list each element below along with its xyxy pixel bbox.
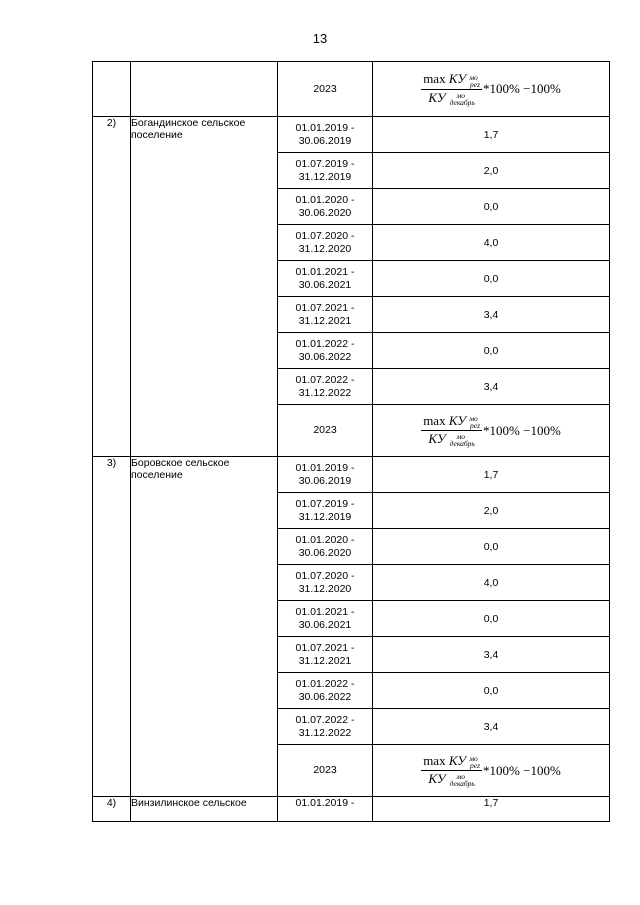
- value-cell: 1,7: [373, 457, 610, 493]
- formula-denominator: [426, 771, 476, 787]
- formula-sup: мо: [456, 432, 465, 442]
- table-row: [93, 797, 610, 822]
- formula-sub: pez: [470, 421, 481, 430]
- formula-cell: [373, 405, 610, 457]
- settlement-name: Винзилинское сельское: [131, 797, 278, 822]
- formula-sub: декабрь: [449, 97, 475, 107]
- formula-tail: *100% −100%: [483, 422, 561, 438]
- value-cell: 0,0: [373, 529, 610, 565]
- formula-ku: КУ: [428, 771, 446, 786]
- formula-sup: мо: [469, 72, 478, 82]
- value-cell: 1,7: [373, 797, 610, 822]
- formula-fraction: [421, 72, 482, 105]
- value-cell: 2,0: [373, 153, 610, 189]
- period-cell: 01.01.2021 - 30.06.2021: [278, 601, 373, 637]
- formula-sub: pez: [470, 761, 481, 770]
- value-cell: 0,0: [373, 333, 610, 369]
- settlement-name: Богандинское сельское поселение: [131, 117, 278, 457]
- formula-cell: [373, 745, 610, 797]
- formula-max: max: [423, 412, 446, 428]
- formula-sup: мо: [456, 772, 465, 782]
- formula-tail: *100% −100%: [483, 81, 561, 96]
- formula-fraction: [421, 414, 482, 447]
- section-number: 2): [93, 117, 131, 457]
- formula-denominator: [426, 431, 476, 447]
- formula-ku: КУ: [428, 431, 446, 446]
- section-number: 3): [93, 457, 131, 797]
- formula: [421, 414, 561, 447]
- formula-sup: мо: [469, 414, 478, 423]
- table-row: [93, 117, 610, 153]
- period-cell: 01.01.2019 -: [278, 797, 373, 822]
- period-cell: 01.07.2020 - 31.12.2020: [278, 225, 373, 261]
- value-cell: 2,0: [373, 493, 610, 529]
- page-number: 13: [312, 31, 328, 46]
- formula-sub: декабрь: [449, 439, 475, 449]
- value-cell: 0,0: [373, 261, 610, 297]
- period-cell: 01.07.2022 - 31.12.2022: [278, 369, 373, 405]
- value-cell: 0,0: [373, 601, 610, 637]
- value-cell: 4,0: [373, 225, 610, 261]
- formula-fraction: [421, 754, 482, 787]
- value-cell: 4,0: [373, 565, 610, 601]
- tariff-table: [92, 61, 610, 822]
- value-cell: 0,0: [373, 673, 610, 709]
- formula-ku: КУ: [448, 752, 467, 768]
- formula-max: max: [423, 71, 446, 87]
- formula-sup: мо: [456, 90, 465, 100]
- settlement-name: Боровское сельское поселение: [131, 457, 278, 797]
- year-cell: 2023: [278, 62, 373, 117]
- year-cell: 2023: [278, 405, 373, 457]
- value-cell: 3,4: [373, 709, 610, 745]
- name-cell: [131, 62, 278, 117]
- period-cell: 01.07.2021 - 31.12.2021: [278, 637, 373, 673]
- period-cell: 01.01.2022 - 30.06.2022: [278, 333, 373, 369]
- formula-sub: декабрь: [449, 779, 475, 789]
- formula-denominator: [426, 90, 476, 106]
- formula-tail: *100% −100%: [483, 762, 561, 778]
- period-cell: 01.01.2019 - 30.06.2019: [278, 457, 373, 493]
- formula-max: max: [423, 752, 446, 768]
- period-cell: 01.01.2022 - 30.06.2022: [278, 673, 373, 709]
- section-number: 4): [93, 797, 131, 822]
- period-cell: 01.07.2019 - 31.12.2019: [278, 153, 373, 189]
- number-cell: [93, 62, 131, 117]
- value-cell: 3,4: [373, 369, 610, 405]
- period-cell: 01.07.2021 - 31.12.2021: [278, 297, 373, 333]
- table-row: [93, 457, 610, 493]
- formula-numerator: [421, 414, 482, 431]
- period-cell: 01.07.2020 - 31.12.2020: [278, 565, 373, 601]
- formula-sub: pez: [470, 79, 481, 89]
- period-cell: 01.07.2019 - 31.12.2019: [278, 493, 373, 529]
- period-cell: 01.01.2021 - 30.06.2021: [278, 261, 373, 297]
- formula-ku: КУ: [428, 89, 446, 105]
- value-cell: 3,4: [373, 297, 610, 333]
- formula-numerator: [421, 754, 482, 771]
- period-cell: 01.01.2020 - 30.06.2020: [278, 529, 373, 565]
- formula-ku: КУ: [448, 412, 467, 428]
- formula-cell: [373, 62, 610, 117]
- formula-sup: мо: [469, 754, 478, 763]
- period-cell: 01.07.2022 - 31.12.2022: [278, 709, 373, 745]
- formula: [421, 754, 561, 787]
- period-cell: 01.01.2020 - 30.06.2020: [278, 189, 373, 225]
- value-cell: 3,4: [373, 637, 610, 673]
- formula: [421, 72, 561, 105]
- value-cell: 1,7: [373, 117, 610, 153]
- table-row: [93, 62, 610, 117]
- formula-ku: КУ: [448, 71, 467, 87]
- formula-numerator: [421, 72, 482, 89]
- year-cell: 2023: [278, 745, 373, 797]
- period-cell: 01.01.2019 - 30.06.2019: [278, 117, 373, 153]
- value-cell: 0,0: [373, 189, 610, 225]
